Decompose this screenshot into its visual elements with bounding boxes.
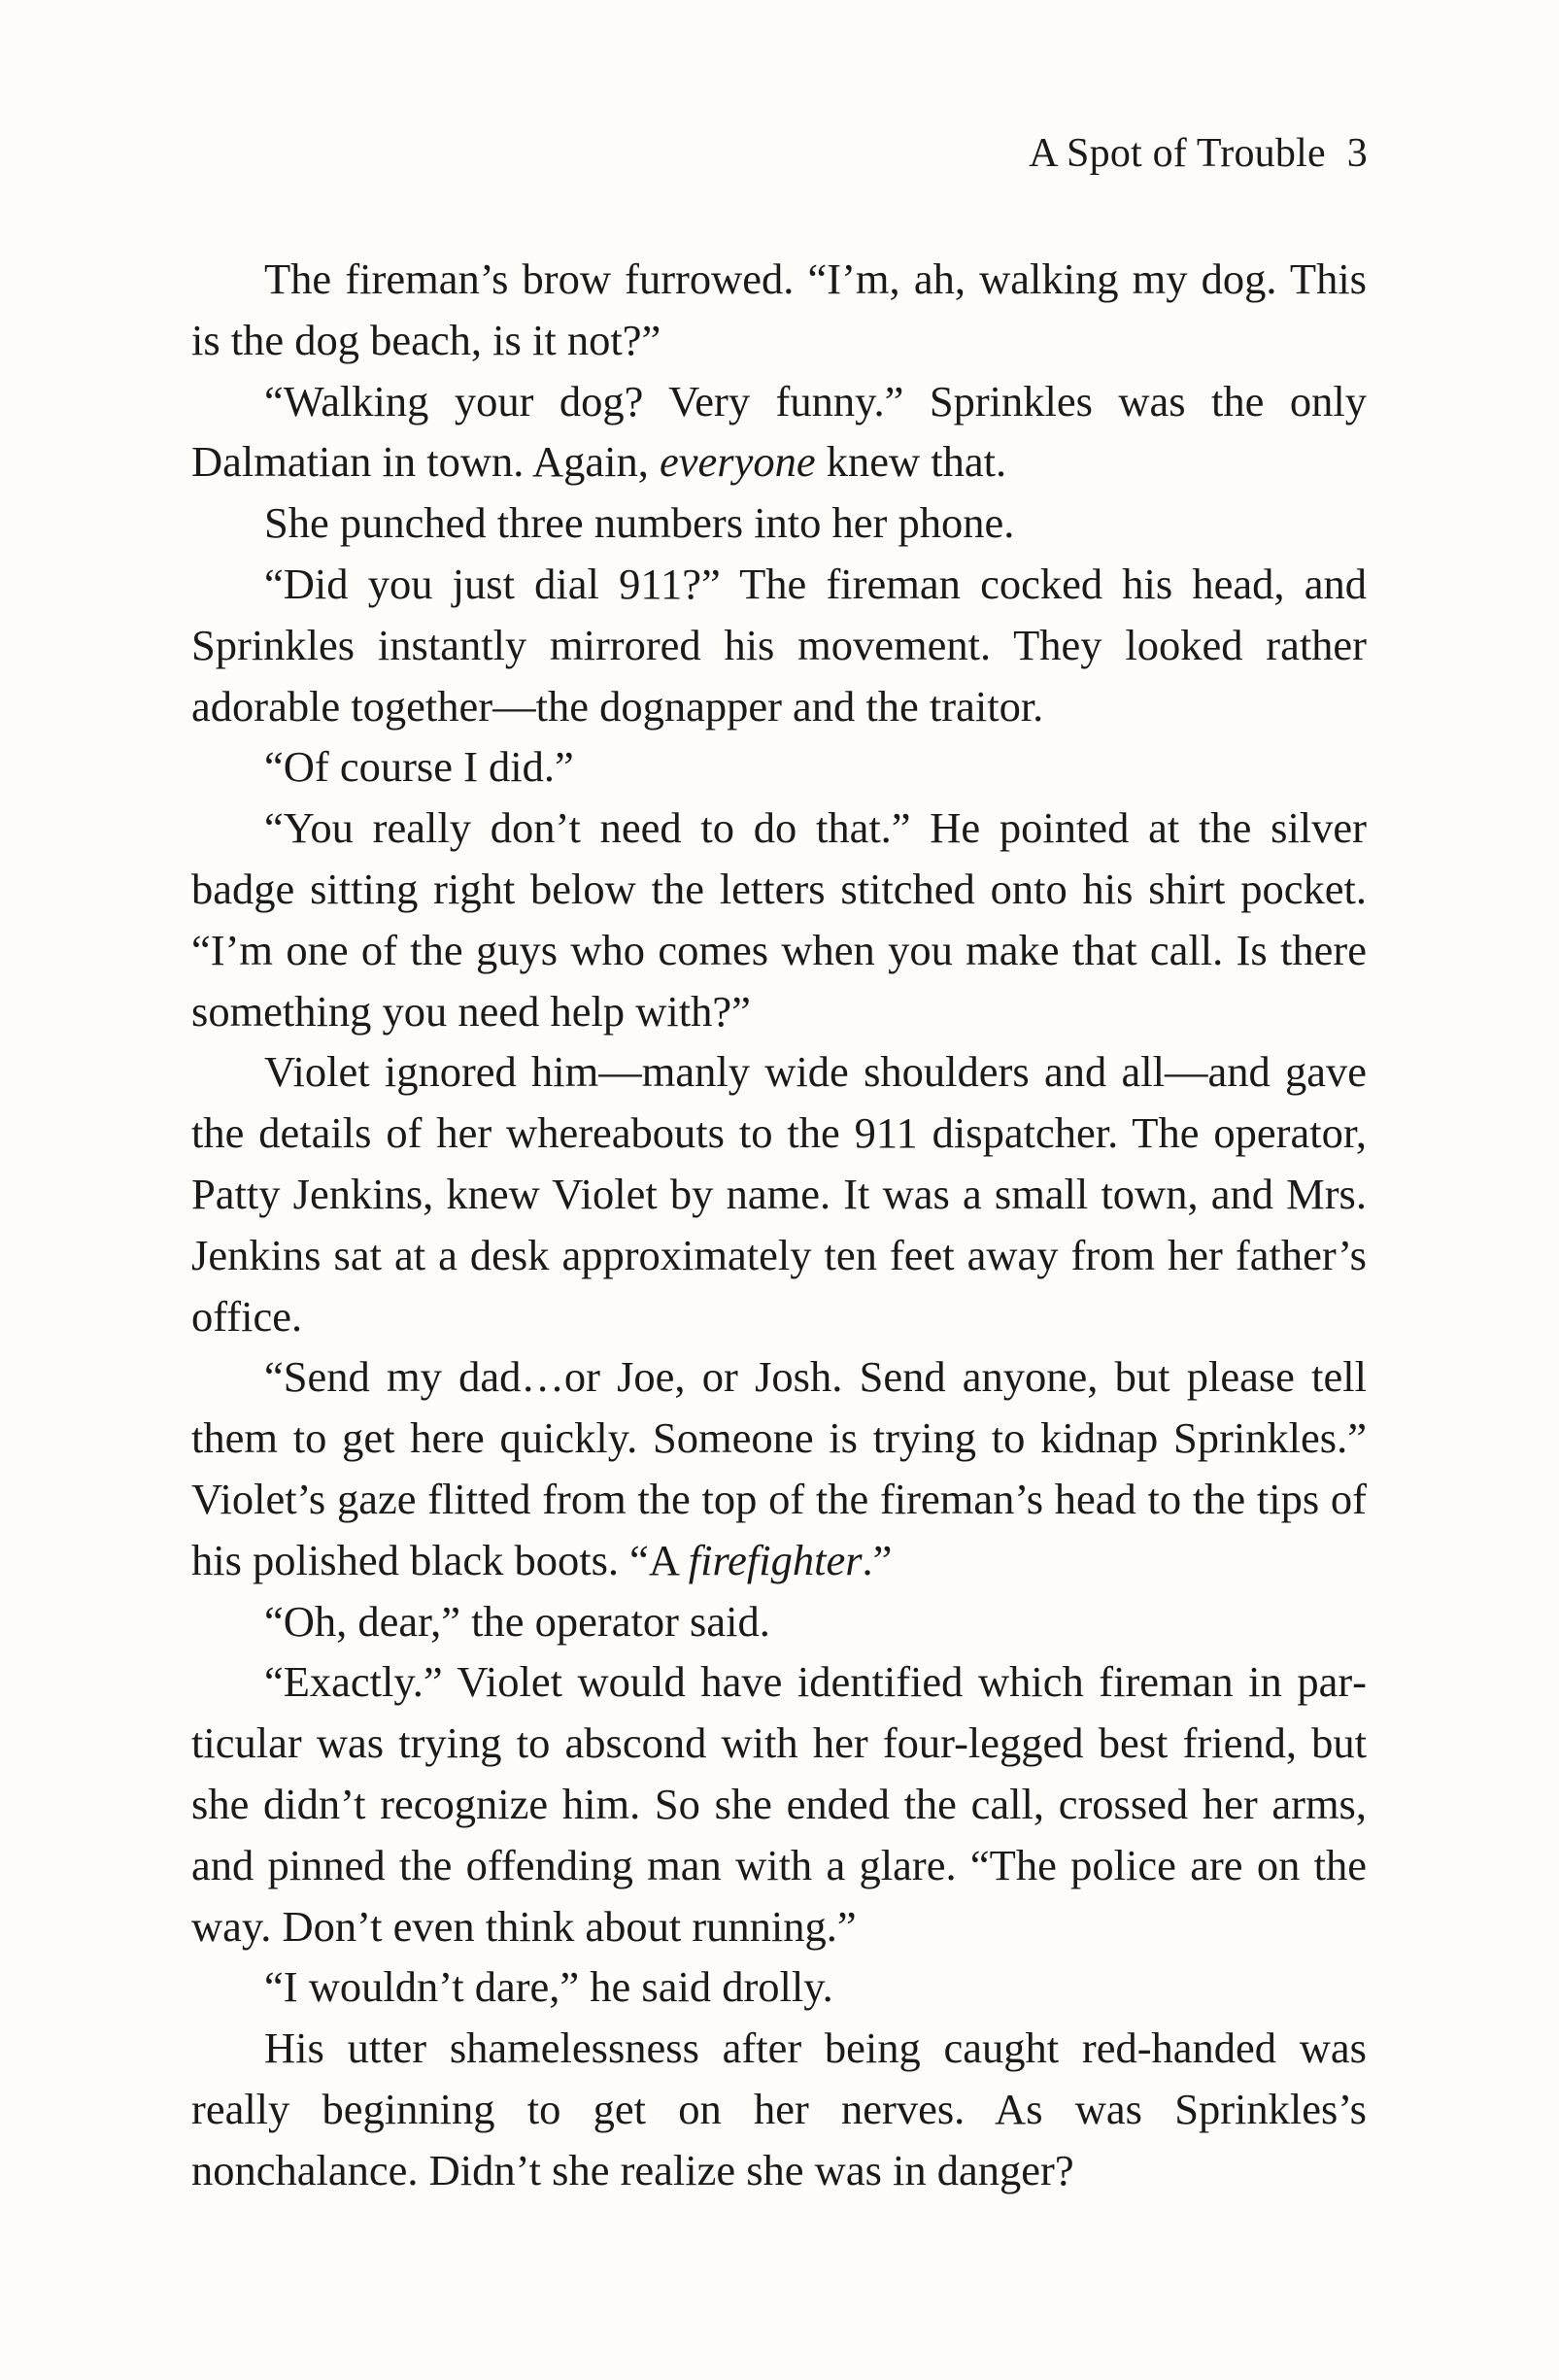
paragraph-text: The fireman’s brow furrowed. “I’m, ah, walking my dog. This is the dog beach, is it not?” (191, 255, 1367, 364)
paragraph-text: She punched three numbers into her phone. (264, 498, 1015, 548)
paragraph (191, 493, 1367, 554)
paragraph (191, 798, 1367, 1041)
paragraph-text: .” (862, 1535, 893, 1584)
paragraph-text: “Did you just dial 911?” The fireman cocked his head, and Sprinkles instantly mirrored his movement. They looked rather adorable together—the dognapper and the traitor. (191, 559, 1367, 731)
paragraph (191, 1346, 1367, 1590)
paragraph-text: “I wouldn’t dare,” he said drolly. (264, 1962, 833, 2012)
running-head (1029, 124, 1368, 183)
paragraph (191, 1651, 1367, 1956)
paragraph-text: “Send my dad…or Joe, or Josh. Send anyone, but please tell them to get here quickly. Someone is trying to kidnap Sprinkles.” Violet’s gaze flitted from the top of the fireman’s head to the tips of his polished black boots. “A (191, 1352, 1367, 1584)
paragraph-text: “Walking your dog? Very funny.” Sprinkles was the only Dalmatian in town. Again, (191, 376, 1367, 487)
italic-text: firefighter (688, 1535, 863, 1584)
paragraph-text: knew that. (815, 437, 1007, 487)
body-text (191, 249, 1367, 2201)
paragraph (191, 1041, 1367, 1346)
paragraph-text: Violet ignored him—manly wide shoulders and all—and gave the details of her whereabouts to the 911 dispatcher. The operator, Patty Jenkins, knew Violet by name. It was a small town, and Mrs. Jenkins sat at a desk approximately ten feet away from her father’s office. (191, 1047, 1367, 1341)
paragraph (191, 249, 1367, 371)
paragraph (191, 736, 1367, 798)
running-head-title: A Spot of Trouble (1029, 131, 1326, 176)
paragraph-text: His utter shamelessness after being caught red-handed was really beginning to get on her nerves. As was Sprinkles’s nonchalance. Didn’t she realize she was in danger? (191, 2023, 1367, 2194)
paragraph-text: “Of course I did.” (264, 742, 574, 792)
paragraph-text: “Oh, dear,” the operator said. (264, 1596, 770, 1646)
page-number: 3 (1346, 131, 1368, 176)
paragraph (191, 554, 1367, 736)
paragraph (191, 1591, 1367, 1652)
paragraph-text: “You really don’t need to do that.” He pointed at the silver badge sitting right below the letters stitched onto his shirt pocket. “I’m one of the guys who comes when you make that call. Is there something you need help with?” (191, 803, 1367, 1036)
paragraph (191, 371, 1367, 493)
paragraph-text: “Exactly.” Violet would have identified which fireman in particular was trying to abscond with her four-legged best friend, but she didn’t recognize him. So she ended the call, crossed her arms, and pinned the offending man with a glare. “The police are on the way. Don’t even think about running.” (191, 1657, 1367, 1951)
italic-text: everyone (660, 437, 816, 487)
paragraph (191, 2018, 1367, 2200)
paragraph (191, 1956, 1367, 2018)
